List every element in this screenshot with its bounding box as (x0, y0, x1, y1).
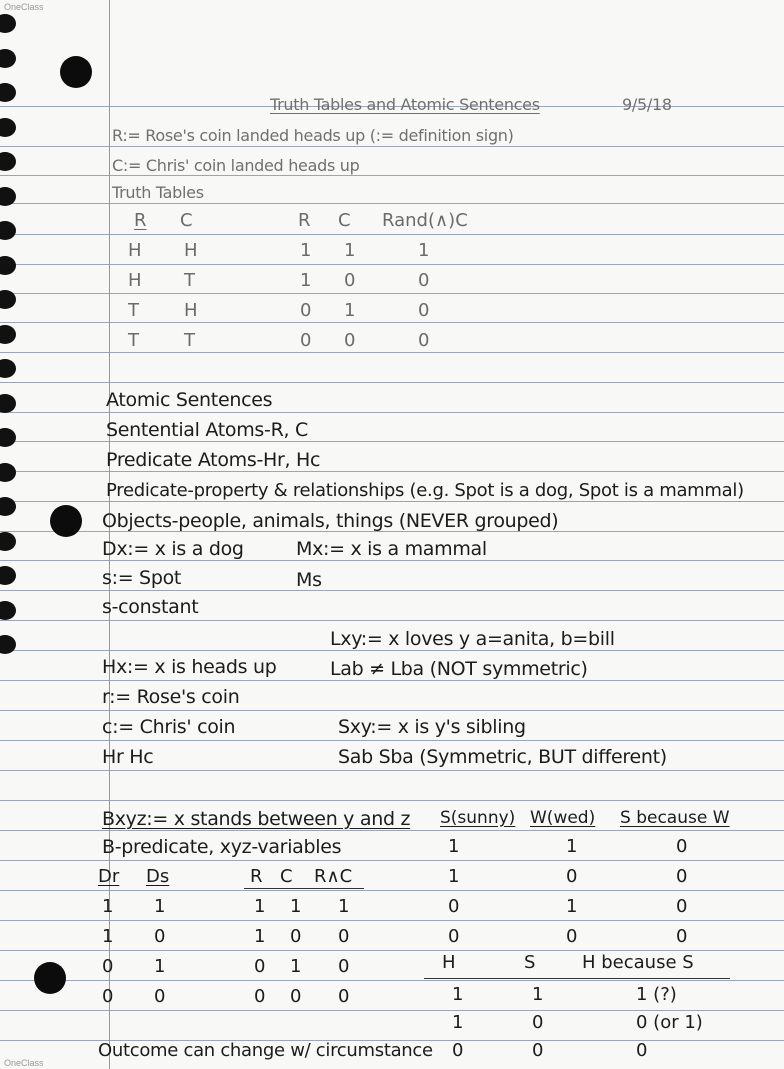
s-constant: s-constant (102, 596, 199, 618)
tt3-header: R (250, 866, 263, 887)
ruled-line (0, 800, 784, 801)
tt3-cell: 1 (290, 896, 302, 917)
ruled-line (0, 1010, 784, 1011)
tt3-cell: 0 (338, 926, 350, 947)
tt3-cell: 0 (338, 956, 350, 977)
tt3-cell: 0 (254, 986, 266, 1007)
tt5-header: S (524, 952, 536, 973)
b-predicate: B-predicate, xyz-variables (102, 836, 342, 858)
watermark-bottom: OneClass (4, 1058, 44, 1068)
tt1-cell: 0 (418, 270, 430, 291)
tt3-cell: 1 (254, 926, 266, 947)
tt1-header: R (298, 210, 311, 231)
tt1-cell: 0 (300, 300, 312, 321)
tt3-cell: 0 (290, 986, 302, 1007)
tt5-cell: 0 (452, 1040, 464, 1061)
punch-hole (34, 962, 66, 994)
ruled-line (0, 352, 784, 353)
tt4-cell: 0 (566, 866, 578, 887)
tt5-cell: 1 (532, 984, 544, 1005)
tt1-cell: 1 (300, 270, 312, 291)
tt5-cell: 0 (636, 1040, 648, 1061)
tt3-header: R∧C (314, 866, 353, 887)
ruled-line (0, 680, 784, 681)
ruled-line (0, 441, 784, 442)
tt1-cell: H (184, 240, 198, 261)
ruled-line (0, 950, 784, 951)
tt5-cell: 0 (532, 1012, 544, 1033)
tt4-header: S(sunny) (440, 808, 516, 828)
tt1-cell: 1 (300, 240, 312, 261)
predicate-definition: Predicate-property & relationships (e.g. Spot is a dog, Spot is a mammal) (106, 480, 744, 501)
tt4-cell: 1 (448, 866, 460, 887)
tt2-header: Dr (98, 866, 120, 887)
tt2-cell: 0 (154, 926, 166, 947)
tt1-cell: 1 (344, 240, 356, 261)
tt5-cell: 1 (?) (636, 984, 677, 1005)
ruled-line (0, 322, 784, 323)
tt1-cell: T (128, 300, 139, 321)
tt5-cell: 1 (452, 1012, 464, 1033)
ruled-line (0, 860, 784, 861)
ruled-line (0, 412, 784, 413)
tt4-cell: 0 (676, 836, 688, 857)
ruled-line (0, 471, 784, 472)
tt2-cell: 0 (102, 956, 114, 977)
watermark-top: OneClass (4, 2, 44, 12)
ruled-line (0, 830, 784, 831)
predicate-atoms: Predicate Atoms-Hr, Hc (106, 449, 321, 471)
tt4-cell: 0 (676, 896, 688, 917)
tt2-cell: 1 (154, 956, 166, 977)
dx-definition: Dx:= x is a dog (102, 538, 244, 560)
tt1-cell: H (128, 240, 142, 261)
tt4-cell: 0 (448, 926, 460, 947)
tt2-cell: 1 (154, 896, 166, 917)
atomic-heading: Atomic Sentences (106, 389, 273, 411)
tt3-cell: 1 (254, 896, 266, 917)
outcome-note: Outcome can change w/ circumstance (98, 1040, 433, 1061)
tt5-header: H (442, 952, 456, 973)
tt4-cell: 0 (448, 896, 460, 917)
tt2-header: Ds (146, 866, 170, 887)
tt1-header: C (338, 210, 351, 231)
ruled-line (0, 234, 784, 235)
bxyz-definition: Bxyz:= x stands between y and z (102, 808, 411, 830)
hx-definition: Hx:= x is heads up (102, 656, 277, 678)
tt5-header-underline (424, 978, 730, 979)
ruled-line (0, 890, 784, 891)
sentential-atoms: Sentential Atoms-R, C (106, 419, 308, 441)
tt1-header: C (180, 210, 193, 231)
punch-hole (50, 505, 82, 537)
tt3-header-underline (244, 888, 364, 889)
truth-tables-heading: Truth Tables (112, 183, 204, 202)
tt1-cell: H (184, 300, 198, 321)
tt4-cell: 1 (566, 896, 578, 917)
tt4-cell: 1 (448, 836, 460, 857)
ruled-line (0, 710, 784, 711)
tt5-cell: 1 (452, 984, 464, 1005)
ruled-line (0, 620, 784, 621)
ruled-line (0, 980, 784, 981)
ruled-line (0, 560, 784, 561)
tt3-cell: 0 (338, 986, 350, 1007)
tt2-cell: 1 (102, 896, 114, 917)
tt5-cell: 0 (or 1) (636, 1012, 703, 1033)
tt4-cell: 0 (676, 926, 688, 947)
tt5-cell: 0 (532, 1040, 544, 1061)
tt4-cell: 0 (566, 926, 578, 947)
tt1-cell: 0 (344, 270, 356, 291)
punch-hole (60, 56, 92, 88)
tt4-header: W(wed) (530, 808, 596, 828)
tt1-cell: 0 (300, 330, 312, 351)
page-title: Truth Tables and Atomic Sentences (270, 95, 540, 114)
ruled-line (0, 770, 784, 771)
ruled-line (0, 382, 784, 383)
tt3-header: C (280, 866, 293, 887)
tt1-cell: 0 (344, 330, 356, 351)
ruled-line (0, 740, 784, 741)
def-r: R:= Rose's coin landed heads up (:= definition sign) (112, 126, 514, 145)
tt3-cell: 1 (290, 956, 302, 977)
objects-definition: Objects-people, animals, things (NEVER grouped) (102, 510, 559, 532)
ms-sentence: Ms (296, 569, 322, 591)
ruled-line (0, 590, 784, 591)
tt3-cell: 0 (290, 926, 302, 947)
ruled-line (0, 264, 784, 265)
sab-statement: Sab Sba (Symmetric, BUT different) (338, 746, 667, 768)
sxy-definition: Sxy:= x is y's sibling (338, 716, 526, 738)
tt3-cell: 1 (338, 896, 350, 917)
ruled-line (0, 293, 784, 294)
tt1-cell: 0 (418, 330, 430, 351)
tt2-cell: 1 (102, 926, 114, 947)
tt1-header: R (134, 210, 147, 231)
tt2-cell: 0 (154, 986, 166, 1007)
tt1-cell: H (128, 270, 142, 291)
tt1-cell: 0 (418, 300, 430, 321)
page-date: 9/5/18 (622, 95, 672, 114)
def-c: C:= Chris' coin landed heads up (112, 156, 360, 175)
lab-statement: Lab ≠ Lba (NOT symmetric) (330, 658, 588, 680)
r-coin: r:= Rose's coin (102, 686, 240, 708)
tt2-cell: 0 (102, 986, 114, 1007)
tt4-cell: 0 (676, 866, 688, 887)
tt1-cell: T (184, 330, 195, 351)
c-coin: c:= Chris' coin (102, 716, 236, 738)
lxy-definition: Lxy:= x loves y a=anita, b=bill (330, 628, 615, 650)
tt1-header: Rand(∧)C (382, 210, 468, 231)
mx-definition: Mx:= x is a mammal (296, 538, 487, 560)
tt4-cell: 1 (566, 836, 578, 857)
tt5-header: H because S (582, 952, 694, 973)
tt1-cell: T (184, 270, 195, 291)
hr-hc: Hr Hc (102, 746, 154, 768)
tt1-cell: 1 (344, 300, 356, 321)
s-definition: s:= Spot (102, 567, 182, 589)
ruled-line (0, 920, 784, 921)
tt1-cell: T (128, 330, 139, 351)
tt3-cell: 0 (254, 956, 266, 977)
tt1-cell: 1 (418, 240, 430, 261)
ruled-line (0, 650, 784, 651)
tt4-header: S because W (620, 808, 730, 828)
